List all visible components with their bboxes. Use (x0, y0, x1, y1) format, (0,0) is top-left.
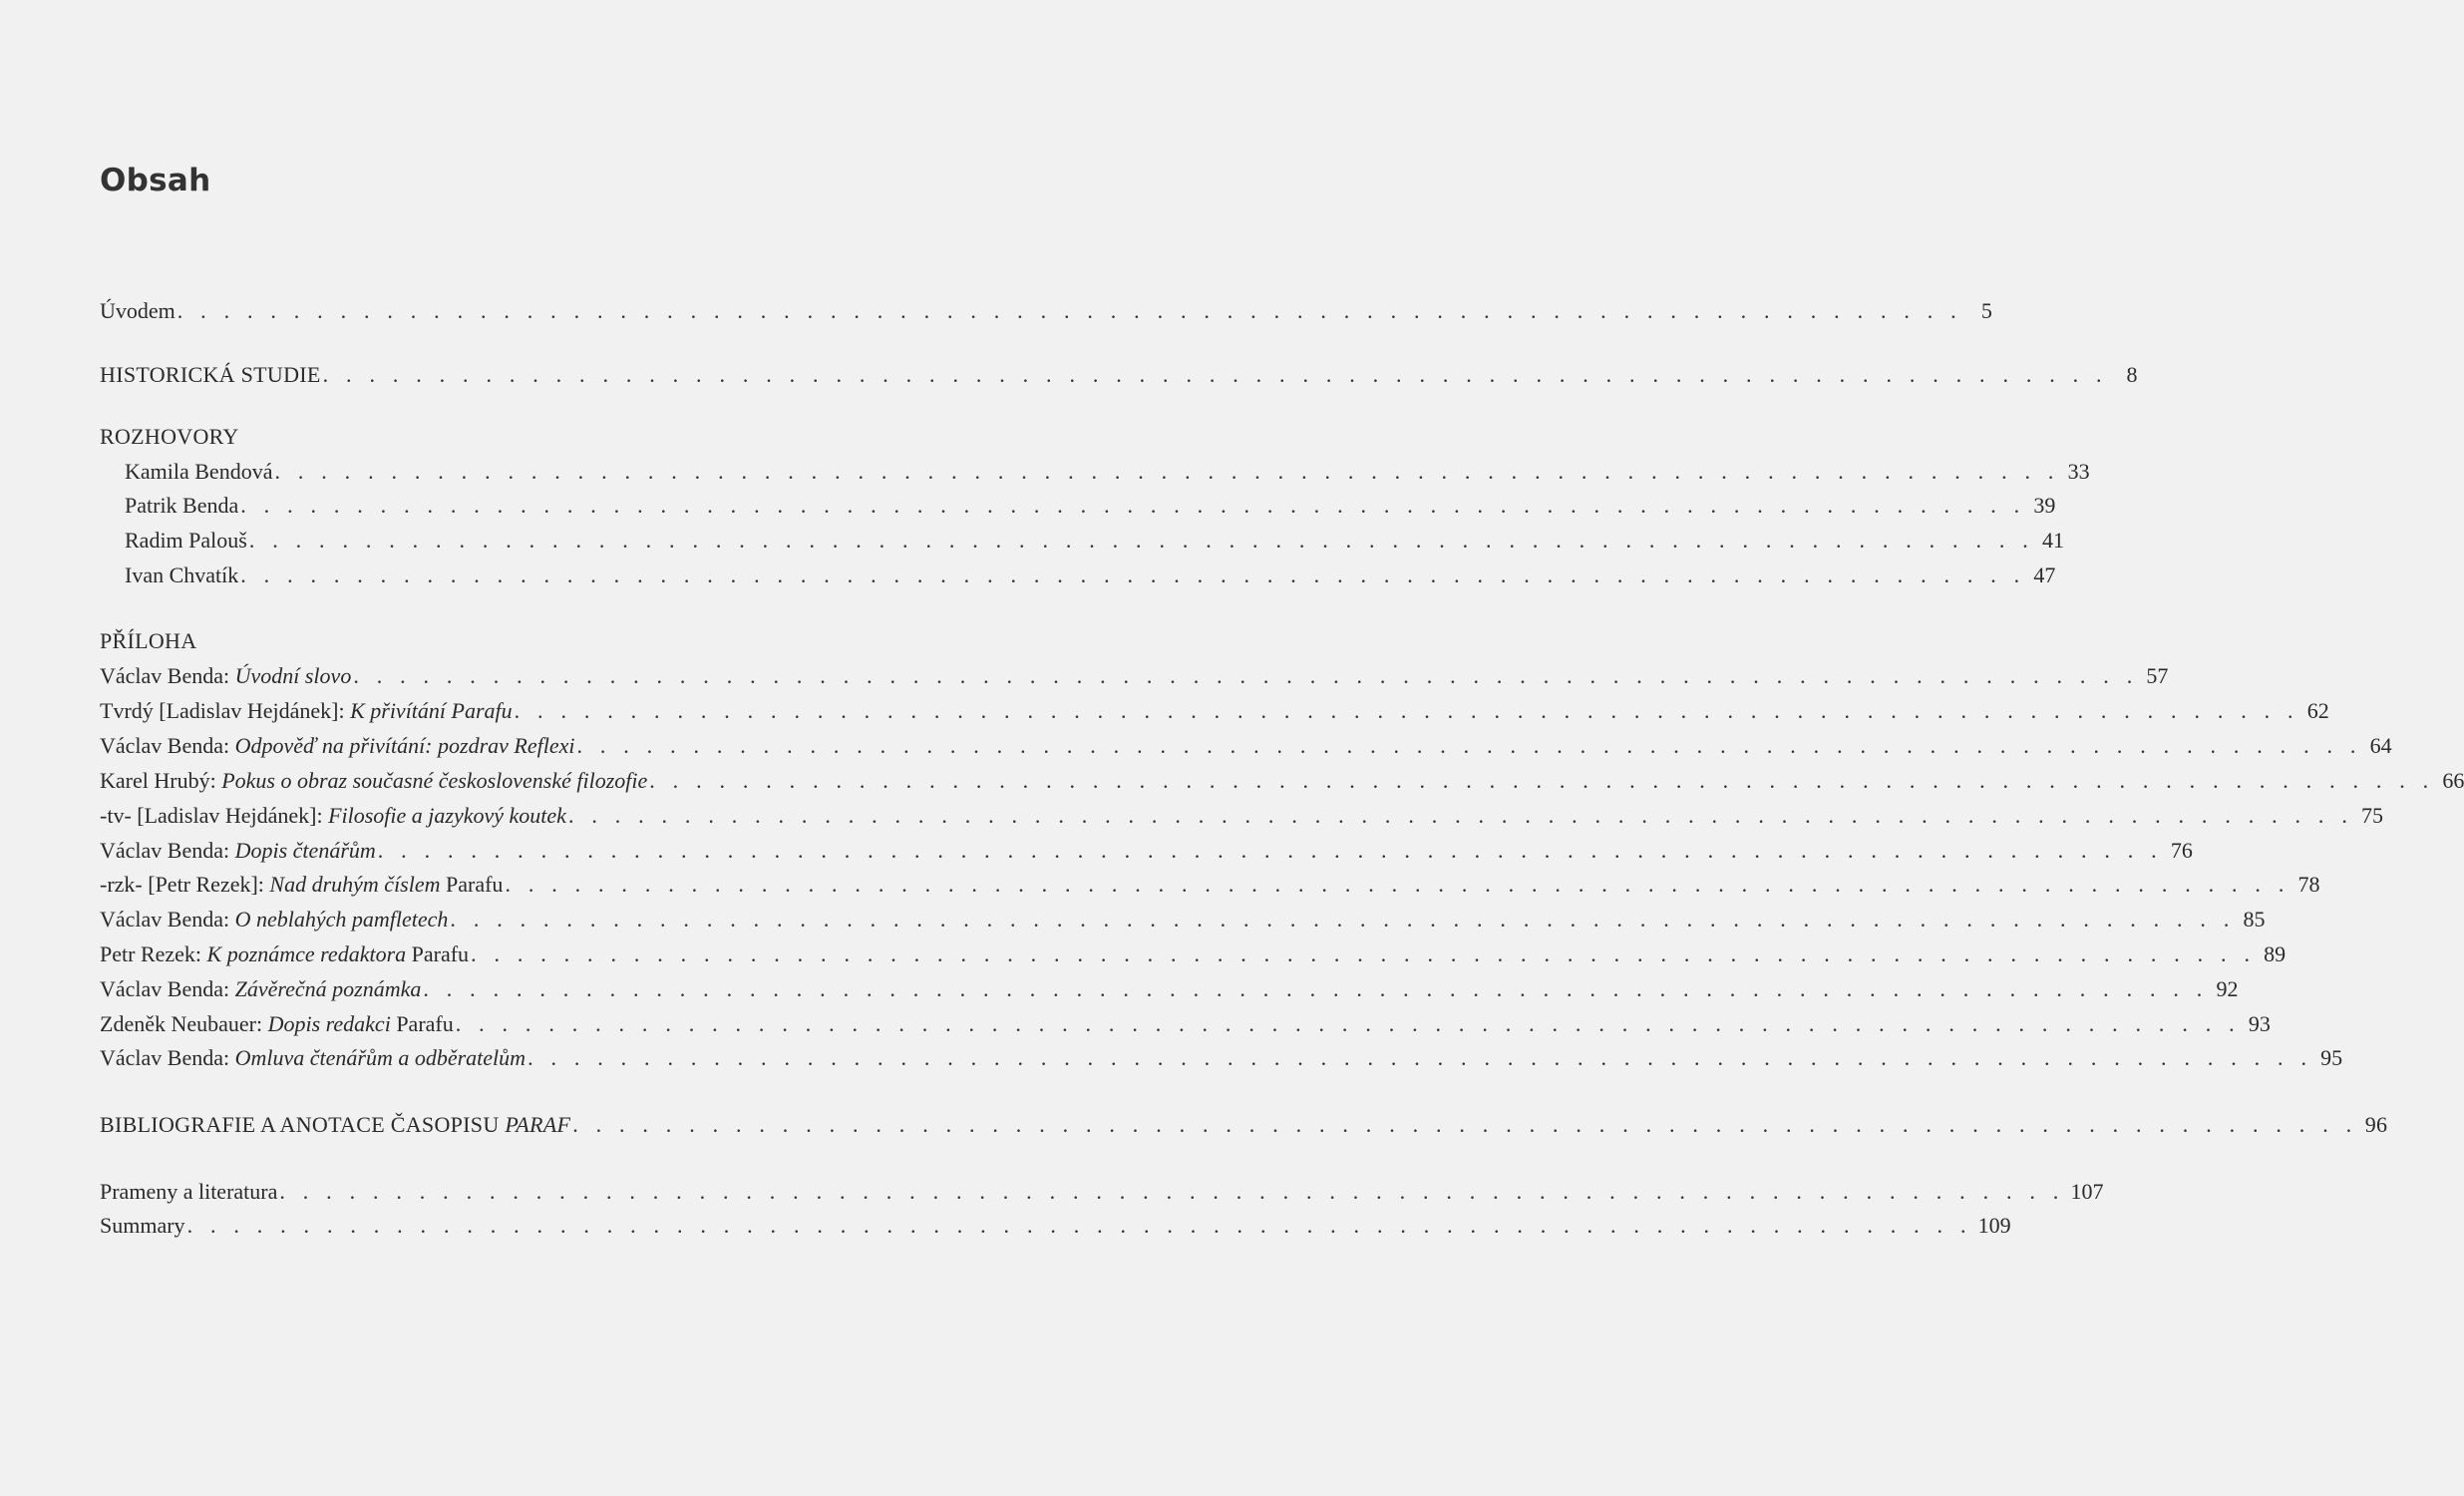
entry-author: -rzk- [Petr Rezek]: (100, 872, 270, 897)
entry-title: Úvodní slovo (234, 663, 352, 688)
toc-page-number: 76 (2170, 838, 2193, 863)
toc-entry-label (100, 972, 421, 1006)
toc-page-number: 5 (1980, 298, 1992, 323)
toc-entry-label (100, 799, 566, 833)
toc-entry-historical-study[interactable] (100, 358, 2138, 392)
dot-leader: . . . . . . . . . . . . . . . . . . . . . . . . . . . . . . . . . . . . . . . . . . . . . . . . . . . . . . . . . . . . . . . . . . . . . . . . . . . . . (471, 941, 2257, 966)
dot-leader: . . . . . . . . . . . . . . . . . . . . . . . . . . . . . . . . . . . . . . . . . . . . . . . . . . . . . . . . . . . . . . . . . . . . . . . . . . . . . (576, 733, 2362, 758)
toc-entry-appendix[interactable] (100, 868, 2320, 902)
dot-leader: . . . . . . . . . . . . . . . . . . . . . . . . . . . . . . . . . . . . . . . . . . . . . . . . . . . . . . . . . . . . . . . . . . . . . . . . . . . . . (176, 298, 1962, 323)
entry-author: Tvrdý [Ladislav Hejdánek]: (100, 698, 351, 723)
entry-author: Václav Benda: (100, 907, 235, 932)
toc-entry-interview[interactable] (125, 524, 2064, 558)
toc-entry-appendix[interactable] (100, 659, 2169, 693)
dot-leader: . . . . . . . . . . . . . . . . . . . . . . . . . . . . . . . . . . . . . . . . . . . . . . . . . . . . . . . . . . . . . . . . . . . . . . . . . . . . . (450, 907, 2236, 932)
entry-title-italic: PARAF (505, 1112, 571, 1137)
toc-entry-sources[interactable] (100, 1175, 2104, 1209)
section-heading-appendix: PŘÍLOHA (100, 628, 197, 653)
toc-entry-bibliography[interactable] (100, 1108, 2388, 1142)
toc-page-number: 33 (2067, 459, 2090, 484)
entry-author: Petr Rezek: (100, 941, 207, 966)
toc-entry-label: Summary (100, 1213, 185, 1238)
entry-suffix: Parafu (440, 872, 504, 897)
toc-page-number: 8 (2126, 362, 2138, 387)
dot-leader: . . . . . . . . . . . . . . . . . . . . . . . . . . . . . . . . . . . . . . . . . . . . . . . . . . . . . . . . . . . . . . . . . . . . . . . . . . . . . (274, 459, 2060, 484)
toc-page-number: 62 (2306, 698, 2329, 723)
toc-entry-appendix[interactable] (100, 1007, 2271, 1041)
table-of-contents (100, 0, 2464, 1496)
dot-leader: . . . . . . . . . . . . . . . . . . . . . . . . . . . . . . . . . . . . . . . . . . . . . . . . . . . . . . . . . . . . . . . . . . . . . . . . . . . . . (572, 1112, 2358, 1137)
entry-author: Václav Benda: (100, 838, 235, 863)
toc-page-number: 85 (2243, 907, 2266, 932)
entry-title: K přivítání Parafu (350, 698, 513, 723)
toc-entry-label (100, 868, 503, 902)
entry-author: Zdeněk Neubauer: (100, 1011, 268, 1036)
dot-leader: . . . . . . . . . . . . . . . . . . . . . . . . . . . . . . . . . . . . . . . . . . . . . . . . . . . . . . . . . . . . . . . . . . . . . . . . . . . . . (528, 1045, 2313, 1070)
dot-leader: . . . . . . . . . . . . . . . . . . . . . . . . . . . . . . . . . . . . . . . . . . . . . . . . . . . . . . . . . . . . . . . . . . . . . . . . . . . . . (248, 528, 2034, 553)
toc-entry-appendix[interactable] (100, 937, 2287, 971)
entry-title: O neblahých pamfletech (234, 907, 449, 932)
entry-title: Dopis redakci (267, 1011, 391, 1036)
dot-leader: . . . . . . . . . . . . . . . . . . . . . . . . . . . . . . . . . . . . . . . . . . . . . . . . . . . . . . . . . . . . . . . . . . . . . . . . . . . . . (514, 698, 2299, 723)
toc-entry-summary[interactable] (100, 1209, 2011, 1243)
toc-entry-label: Ivan Chvatík (125, 562, 239, 587)
toc-entry-appendix[interactable] (100, 1041, 2343, 1075)
toc-page-number: 93 (2248, 1011, 2271, 1036)
entry-author: Václav Benda: (100, 663, 235, 688)
entry-author: Václav Benda: (100, 1045, 235, 1070)
entry-suffix: Parafu (406, 941, 470, 966)
toc-entry-label (100, 937, 469, 971)
entry-title: Pokus o obraz současné československé filozofie (221, 768, 648, 793)
toc-entry-label (100, 729, 574, 763)
section-heading-interviews: ROZHOVORY (100, 424, 239, 449)
dot-leader: . . . . . . . . . . . . . . . . . . . . . . . . . . . . . . . . . . . . . . . . . . . . . . . . . . . . . . . . . . . . . . . . . . . . . . . . . . . . . (377, 838, 2163, 863)
dot-leader: . . . . . . . . . . . . . . . . . . . . . . . . . . . . . . . . . . . . . . . . . . . . . . . . . . . . . . . . . . . . . . . . . . . . . . . . . . . . . (567, 803, 2354, 828)
entry-title: Závěrečná poznámka (234, 976, 422, 1001)
entry-title: Nad druhým číslem (269, 872, 441, 897)
toc-page-number: 92 (2216, 976, 2239, 1001)
dot-leader: . . . . . . . . . . . . . . . . . . . . . . . . . . . . . . . . . . . . . . . . . . . . . . . . . . . . . . . . . . . . . . . . . . . . . . . . . . . . . (186, 1213, 1972, 1238)
toc-entry-appendix[interactable] (100, 903, 2266, 936)
toc-entry-label (100, 903, 448, 936)
entry-author: Václav Benda: (100, 733, 235, 758)
toc-entry-appendix[interactable] (100, 764, 2464, 798)
toc-entry-label: Radim Palouš (125, 528, 247, 553)
entry-author: -tv- [Ladislav Hejdánek]: (100, 803, 329, 828)
toc-entry-label: Úvodem (100, 298, 176, 323)
toc-entry-label: HISTORICKÁ STUDIE (100, 362, 321, 387)
entry-title: Filosofie a jazykový koutek (328, 803, 566, 828)
toc-entry-label: Prameny a literatura (100, 1179, 278, 1204)
toc-page-number: 57 (2146, 663, 2169, 688)
toc-entry-label (100, 694, 513, 728)
toc-entry-appendix[interactable] (100, 972, 2239, 1006)
toc-entry-appendix[interactable] (100, 834, 2193, 868)
dot-leader: . . . . . . . . . . . . . . . . . . . . . . . . . . . . . . . . . . . . . . . . . . . . . . . . . . . . . . . . . . . . . . . . . . . . . . . . . . . . . (240, 493, 2026, 518)
entry-title: K poznámce redaktora (206, 941, 407, 966)
toc-page-number: 47 (2033, 562, 2056, 587)
toc-page-number: 75 (2361, 803, 2384, 828)
toc-entry-appendix[interactable] (100, 694, 2329, 728)
toc-page-number: 39 (2033, 493, 2056, 518)
toc-entry-label: Kamila Bendová (125, 459, 273, 484)
entry-title: Omluva čtenářům a odběratelům (234, 1045, 527, 1070)
toc-entry-interview[interactable] (125, 455, 2090, 489)
toc-entry-label (100, 1108, 570, 1142)
entry-title: Odpověď na přivítání: pozdrav Reflexi (234, 733, 575, 758)
entry-author: Karel Hrubý: (100, 768, 222, 793)
toc-entry-interview[interactable] (125, 489, 2056, 523)
entry-title: Dopis čtenářům (234, 838, 376, 863)
toc-page-number: 109 (1977, 1213, 2011, 1238)
toc-entry-label (100, 1041, 526, 1075)
dot-leader: . . . . . . . . . . . . . . . . . . . . . . . . . . . . . . . . . . . . . . . . . . . . . . . . . . . . . . . . . . . . . . . . . . . . . . . . . . . . . (279, 1179, 2065, 1204)
toc-page-number: 89 (2264, 941, 2287, 966)
toc-page-number: 64 (2369, 733, 2392, 758)
toc-entry-label (100, 1007, 454, 1041)
dot-leader: . . . . . . . . . . . . . . . . . . . . . . . . . . . . . . . . . . . . . . . . . . . . . . . . . . . . . . . . . . . . . . . . . . . . . . . . . . . . . (455, 1011, 2241, 1036)
toc-page-number: 95 (2320, 1045, 2343, 1070)
toc-entry-appendix[interactable] (100, 799, 2384, 833)
dot-leader: . . . . . . . . . . . . . . . . . . . . . . . . . . . . . . . . . . . . . . . . . . . . . . . . . . . . . . . . . . . . . . . . . . . . . . . . . . . . . (240, 562, 2026, 587)
toc-page-number: 107 (2070, 1179, 2104, 1204)
toc-page-number: 78 (2297, 872, 2320, 897)
toc-entry-label (100, 659, 351, 693)
entry-author: Václav Benda: (100, 976, 235, 1001)
toc-entry-interview[interactable] (125, 559, 2056, 592)
toc-entry-label (100, 764, 647, 798)
toc-entry-appendix[interactable] (100, 729, 2392, 763)
toc-page-number: 96 (2364, 1112, 2388, 1137)
entry-title: BIBLIOGRAFIE A ANOTACE ČASOPISU (100, 1112, 506, 1137)
toc-entry-label: Patrik Benda (125, 493, 239, 518)
dot-leader: . . . . . . . . . . . . . . . . . . . . . . . . . . . . . . . . . . . . . . . . . . . . . . . . . . . . . . . . . . . . . . . . . . . . . . . . . . . . . (505, 872, 2290, 897)
toc-page-number: 41 (2041, 528, 2064, 553)
entry-suffix: Parafu (390, 1011, 454, 1036)
dot-leader: . . . . . . . . . . . . . . . . . . . . . . . . . . . . . . . . . . . . . . . . . . . . . . . . . . . . . . . . . . . . . . . . . . . . . . . . . . . . . (353, 663, 2139, 688)
toc-entry-intro[interactable] (100, 294, 1992, 328)
dot-leader: . . . . . . . . . . . . . . . . . . . . . . . . . . . . . . . . . . . . . . . . . . . . . . . . . . . . . . . . . . . . . . . . . . . . . . . . . . . . . (649, 768, 2435, 793)
dot-leader: . . . . . . . . . . . . . . . . . . . . . . . . . . . . . . . . . . . . . . . . . . . . . . . . . . . . . . . . . . . . . . . . . . . . . . . . . . . . . (322, 362, 2108, 387)
toc-page-number: 66 (2442, 768, 2464, 793)
toc-entry-label (100, 834, 376, 868)
dot-leader: . . . . . . . . . . . . . . . . . . . . . . . . . . . . . . . . . . . . . . . . . . . . . . . . . . . . . . . . . . . . . . . . . . . . . . . . . . . . . (423, 976, 2209, 1001)
page-title: Obsah (100, 163, 211, 198)
